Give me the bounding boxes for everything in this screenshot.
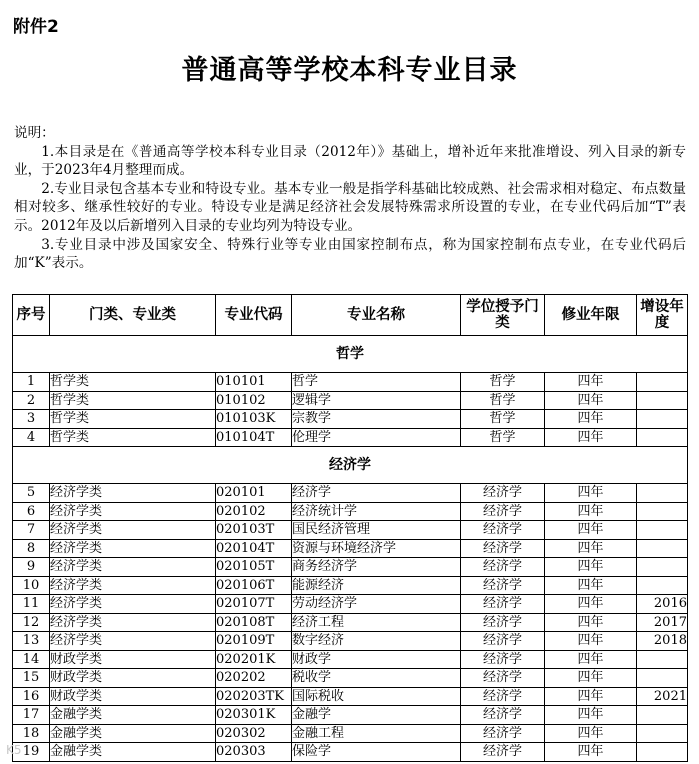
row-year xyxy=(637,521,688,540)
row-index: 16 xyxy=(13,687,50,706)
row-duration: 四年 xyxy=(545,706,637,725)
note-item: 3.专业目录中涉及国家安全、特殊行业等专业由国家控制布点，称为国家控制布点专业，在专业代码后加“K”表示。 xyxy=(14,236,686,272)
row-category: 财政学类 xyxy=(50,669,216,688)
row-major-name: 经济工程 xyxy=(292,613,461,632)
note-item: 1.本目录是在《普通高等学校本科专业目录（2012年）》基础上，增补近年来批准增设、列入目录的新专业，于2023年4月整理而成。 xyxy=(14,143,686,179)
table-row xyxy=(13,632,688,651)
row-index: 10 xyxy=(13,576,50,595)
row-duration: 四年 xyxy=(545,521,637,540)
row-index: 19 xyxy=(13,743,50,762)
row-year xyxy=(637,669,688,688)
row-year xyxy=(637,558,688,577)
table-row xyxy=(13,502,688,521)
row-duration: 四年 xyxy=(545,669,637,688)
table-header-row xyxy=(13,295,688,336)
row-index: 15 xyxy=(13,669,50,688)
row-index: 12 xyxy=(13,613,50,632)
row-category: 经济学类 xyxy=(50,558,216,577)
row-code: 020109T xyxy=(216,632,292,651)
row-degree: 哲学 xyxy=(461,410,545,429)
table-row xyxy=(13,391,688,410)
table-row xyxy=(13,724,688,743)
row-major-name: 伦理学 xyxy=(292,428,461,447)
row-year xyxy=(637,502,688,521)
table-row xyxy=(13,669,688,688)
row-degree: 哲学 xyxy=(461,391,545,410)
row-duration: 四年 xyxy=(545,743,637,762)
row-year xyxy=(637,650,688,669)
row-degree: 经济学 xyxy=(461,558,545,577)
row-duration: 四年 xyxy=(545,391,637,410)
row-degree: 经济学 xyxy=(461,632,545,651)
row-major-name: 资源与环境经济学 xyxy=(292,539,461,558)
row-code: 020102 xyxy=(216,502,292,521)
row-duration: 四年 xyxy=(545,373,637,392)
row-degree: 经济学 xyxy=(461,724,545,743)
row-category: 哲学类 xyxy=(50,391,216,410)
row-duration: 四年 xyxy=(545,724,637,743)
table-row xyxy=(13,521,688,540)
row-code: 020202 xyxy=(216,669,292,688)
row-degree: 经济学 xyxy=(461,576,545,595)
table-row xyxy=(13,650,688,669)
table-row xyxy=(13,484,688,503)
row-major-name: 金融学 xyxy=(292,706,461,725)
row-year xyxy=(637,428,688,447)
row-index: 3 xyxy=(13,410,50,429)
row-year xyxy=(637,484,688,503)
table-row xyxy=(13,595,688,614)
row-category: 经济学类 xyxy=(50,613,216,632)
row-code: 020104T xyxy=(216,539,292,558)
row-degree: 哲学 xyxy=(461,373,545,392)
row-major-name: 能源经济 xyxy=(292,576,461,595)
row-degree: 经济学 xyxy=(461,484,545,503)
table-row xyxy=(13,373,688,392)
table-row xyxy=(13,539,688,558)
row-duration: 四年 xyxy=(545,558,637,577)
row-major-name: 宗教学 xyxy=(292,410,461,429)
row-category: 经济学类 xyxy=(50,576,216,595)
col-header-index: 序号 xyxy=(13,295,50,336)
row-category: 哲学类 xyxy=(50,410,216,429)
row-year xyxy=(637,410,688,429)
major-catalog-table xyxy=(12,294,688,762)
group-header-row xyxy=(13,336,688,373)
row-degree: 经济学 xyxy=(461,743,545,762)
row-major-name: 数字经济 xyxy=(292,632,461,651)
table-row xyxy=(13,410,688,429)
row-major-name: 国民经济管理 xyxy=(292,521,461,540)
row-year xyxy=(637,576,688,595)
row-index: 9 xyxy=(13,558,50,577)
row-category: 经济学类 xyxy=(50,595,216,614)
col-header-duration: 修业年限 xyxy=(545,295,637,336)
row-category: 经济学类 xyxy=(50,632,216,651)
row-category: 金融学类 xyxy=(50,706,216,725)
table-row xyxy=(13,743,688,762)
notes-section xyxy=(14,124,686,273)
row-duration: 四年 xyxy=(545,632,637,651)
row-major-name: 财政学 xyxy=(292,650,461,669)
col-header-category: 门类、专业类 xyxy=(50,295,216,336)
row-index: 8 xyxy=(13,539,50,558)
row-code: 020103T xyxy=(216,521,292,540)
row-index: 11 xyxy=(13,595,50,614)
row-category: 经济学类 xyxy=(50,539,216,558)
row-duration: 四年 xyxy=(545,687,637,706)
row-major-name: 经济学 xyxy=(292,484,461,503)
row-major-name: 保险学 xyxy=(292,743,461,762)
row-code: 010101 xyxy=(216,373,292,392)
row-degree: 经济学 xyxy=(461,669,545,688)
notes-heading: 说明： xyxy=(14,125,55,141)
row-category: 金融学类 xyxy=(50,724,216,743)
row-year xyxy=(637,743,688,762)
row-degree: 经济学 xyxy=(461,521,545,540)
row-year xyxy=(637,706,688,725)
row-code: 020303 xyxy=(216,743,292,762)
row-code: 020301K xyxy=(216,706,292,725)
row-index: 6 xyxy=(13,502,50,521)
table-row xyxy=(13,706,688,725)
row-degree: 经济学 xyxy=(461,706,545,725)
row-duration: 四年 xyxy=(545,484,637,503)
row-major-name: 税收学 xyxy=(292,669,461,688)
row-code: 010104T xyxy=(216,428,292,447)
group-title: 哲学 xyxy=(13,336,688,373)
row-duration: 四年 xyxy=(545,650,637,669)
row-index: 4 xyxy=(13,428,50,447)
row-degree: 经济学 xyxy=(461,595,545,614)
row-index: 1 xyxy=(13,373,50,392)
row-category: 经济学类 xyxy=(50,521,216,540)
row-major-name: 经济统计学 xyxy=(292,502,461,521)
row-duration: 四年 xyxy=(545,576,637,595)
row-major-name: 国际税收 xyxy=(292,687,461,706)
row-major-name: 哲学 xyxy=(292,373,461,392)
row-year: 2016 xyxy=(637,595,688,614)
row-year: 2017 xyxy=(637,613,688,632)
row-code: 020101 xyxy=(216,484,292,503)
row-duration: 四年 xyxy=(545,613,637,632)
col-header-name: 专业名称 xyxy=(292,295,461,336)
group-header-row xyxy=(13,447,688,484)
row-index: 13 xyxy=(13,632,50,651)
row-index: 18 xyxy=(13,724,50,743)
row-category: 财政学类 xyxy=(50,650,216,669)
row-code: 020107T xyxy=(216,595,292,614)
row-duration: 四年 xyxy=(545,410,637,429)
row-major-name: 金融工程 xyxy=(292,724,461,743)
note-item: 2.专业目录包含基本专业和特设专业。基本专业一般是指学科基础比较成熟、社会需求相对稳定、布点数量相对较多、继承性较好的专业。特设专业是满足经济社会发展特殊需求所设置的专业，在专业代码后加“T”表示。2012年及以后新增列入目录的专业均列为特设专业。 xyxy=(14,180,686,234)
watermark: K5 xyxy=(6,743,22,757)
row-major-name: 商务经济学 xyxy=(292,558,461,577)
row-code: 010102 xyxy=(216,391,292,410)
row-category: 哲学类 xyxy=(50,373,216,392)
row-year xyxy=(637,391,688,410)
table-row xyxy=(13,687,688,706)
table-row xyxy=(13,428,688,447)
row-category: 经济学类 xyxy=(50,502,216,521)
row-major-name: 劳动经济学 xyxy=(292,595,461,614)
row-year xyxy=(637,724,688,743)
row-year xyxy=(637,373,688,392)
row-duration: 四年 xyxy=(545,539,637,558)
row-index: 7 xyxy=(13,521,50,540)
row-degree: 经济学 xyxy=(461,687,545,706)
row-code: 020302 xyxy=(216,724,292,743)
row-code: 010103K xyxy=(216,410,292,429)
row-degree: 经济学 xyxy=(461,539,545,558)
row-code: 020106T xyxy=(216,576,292,595)
table-row xyxy=(13,558,688,577)
page-title: 普通高等学校本科专业目录 xyxy=(181,55,518,86)
attachment-label: 附件2 xyxy=(13,17,59,37)
row-duration: 四年 xyxy=(545,595,637,614)
row-category: 财政学类 xyxy=(50,687,216,706)
row-year xyxy=(637,539,688,558)
row-index: 2 xyxy=(13,391,50,410)
row-category: 金融学类 xyxy=(50,743,216,762)
row-category: 经济学类 xyxy=(50,484,216,503)
group-title: 经济学 xyxy=(13,447,688,484)
col-header-code: 专业代码 xyxy=(216,295,292,336)
row-duration: 四年 xyxy=(545,502,637,521)
table-row xyxy=(13,576,688,595)
row-code: 020201K xyxy=(216,650,292,669)
table-row xyxy=(13,613,688,632)
row-degree: 经济学 xyxy=(461,650,545,669)
row-duration: 四年 xyxy=(545,428,637,447)
row-index: 14 xyxy=(13,650,50,669)
row-code: 020203TK xyxy=(216,687,292,706)
row-code: 020105T xyxy=(216,558,292,577)
row-degree: 哲学 xyxy=(461,428,545,447)
col-header-degree: 学位授予门类 xyxy=(461,295,545,336)
col-header-year: 增设年度 xyxy=(637,295,688,336)
row-degree: 经济学 xyxy=(461,613,545,632)
row-degree: 经济学 xyxy=(461,502,545,521)
row-category: 哲学类 xyxy=(50,428,216,447)
row-index: 5 xyxy=(13,484,50,503)
row-year: 2018 xyxy=(637,632,688,651)
row-major-name: 逻辑学 xyxy=(292,391,461,410)
row-year: 2021 xyxy=(637,687,688,706)
row-code: 020108T xyxy=(216,613,292,632)
row-index: 17 xyxy=(13,706,50,725)
